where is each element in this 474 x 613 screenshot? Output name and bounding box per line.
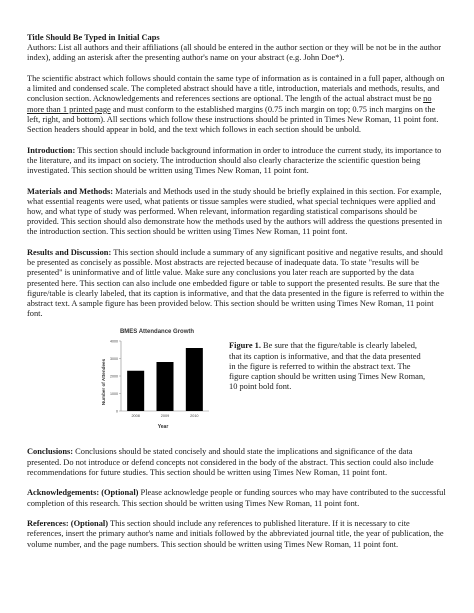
attendance-chart bbox=[91, 321, 215, 433]
chart-y-tick-label: 0 bbox=[116, 410, 118, 415]
figure-caption bbox=[229, 341, 429, 392]
authors-label: Authors: bbox=[27, 43, 57, 53]
acknowledgements-heading: Acknowledgements: (Optional) bbox=[27, 488, 139, 498]
acknowledgements-section bbox=[27, 488, 448, 508]
authors-paragraph bbox=[27, 43, 448, 63]
chart-x-tick-label: 2009 bbox=[160, 414, 170, 419]
chart-y-tick-label: 3000 bbox=[110, 357, 118, 362]
introduction-text: This section should include background information in order to introduce the current study, its importance to the literature, and its impact on society. The introduction should also clearly characterize the scientific question being investigated. This section should be written using Times New Roman, 11 point font. bbox=[27, 145, 442, 176]
chart-x-axis-label: Year bbox=[157, 424, 169, 431]
results-heading: Results and Discussion: bbox=[27, 248, 112, 258]
figure-caption-text: Be sure that the figure/table is clearly labeled, that its caption is informative, and that the data presented in the figure is referred to within the abstract text. The figure caption should be written using Times New Roman, 10 point bold font. bbox=[229, 341, 426, 392]
instructions-text-b: and must conform to the established margins (0.75 inch margin on top; 0.75 inch margins on the left, right, and bottom). All sections which follow these instructions should be printed in Times New Roman, 11 point font. Section headers should appear in bold, and the text which follows in each section should be unbold. bbox=[27, 104, 439, 135]
introduction-section bbox=[27, 146, 448, 177]
chart-x-tick-label: 2010 bbox=[190, 414, 199, 419]
introduction-heading: Introduction: bbox=[27, 145, 76, 155]
figure-1 bbox=[27, 321, 448, 433]
results-text: This section should include a summary of any significant positive and negative results, and should be presented as concisely as possible. Most abstracts are rejected because of inadequate data. To state "results will be presented" is uninformative and of little value. Make sure any conclusions you later reach are supported by the data presented here. This section can also include one embedded figure or table to support the presented results. Be sure that the figure/table is clearly labeled, that its caption is informative, and that the data presented in the figure is referred to within the abstract text. A sample figure has been provided below. This section should be written using Times New Roman, 11 point font. bbox=[27, 248, 444, 319]
page-limit-text: no more than 1 printed page bbox=[27, 94, 432, 114]
chart-x-tick-label: 2008 bbox=[131, 414, 140, 419]
abstract-title: Title Should Be Typed in Initial Caps bbox=[27, 33, 160, 42]
chart-y-tick-label: 4000 bbox=[110, 340, 118, 345]
references-section bbox=[27, 519, 448, 550]
chart-plot-area bbox=[110, 340, 209, 418]
chart-bar bbox=[156, 362, 173, 411]
methods-section bbox=[27, 187, 448, 238]
chart-y-axis-label: Number of Attendees bbox=[101, 359, 106, 406]
conclusions-heading: Conclusions: bbox=[27, 447, 74, 457]
methods-text: Materials and Methods used in the study should be briefly explained in this section. For example, what essential reagents were used, what patients or tissue samples were studied, what special techniques were applied and how, and what type of study was performed. When relevant, information regarding statistical comparisons should be provided. This section should also demonstrate how the methods used by the authors will address the questions presented in the introduction section. This section should be written using Times New Roman, 11 point font. bbox=[27, 186, 443, 237]
acknowledgements-text: Please acknowledge people or funding sources who may have contributed to the successful completion of this research. This section should be written using Times New Roman, 11 point font. bbox=[27, 488, 446, 508]
conclusions-text: Conclusions should be stated concisely and should state the implications and significance of the data presented. Do not introduce or defend concepts not considered in the body of the abstract. This section could also include recommendations for future studies. This section should be written using Times New Roman, 11 point font. bbox=[27, 447, 434, 477]
chart-y-tick-label: 2000 bbox=[110, 375, 118, 380]
figure-caption-label: Figure 1. bbox=[229, 341, 261, 351]
chart-y-tick-label: 1000 bbox=[110, 392, 118, 397]
instructions-text-a: The scientific abstract which follows should contain the same type of information as is contained in a full paper, although on a limited and condensed scale. The completed abstract should have a title, introduction, materials and methods, results, and conclusion section. Acknowledgements and references sections are optional. The length of the actual abstract must be bbox=[27, 74, 445, 104]
references-heading: References: (Optional) bbox=[27, 519, 109, 529]
chart-bar bbox=[186, 348, 203, 411]
results-section bbox=[27, 248, 448, 319]
instructions-paragraph bbox=[27, 74, 448, 135]
methods-heading: Materials and Methods: bbox=[27, 186, 114, 196]
conclusions-section bbox=[27, 447, 448, 478]
references-text: This section should include any references to published literature. If it is necessary to cite references, insert the primary author's name and initials followed by the abbreviated journal title, the year of publication, the volume number, and the page numbers. This section should be written using Times New Roman, 11 point font. bbox=[27, 519, 444, 549]
chart-bar bbox=[127, 371, 144, 411]
authors-text: List all authors and their affiliations (all should be entered in the author section or they will be not be in the author index), adding an asterisk after the presenting author's name on your abstract (e.g. John Doe*). bbox=[27, 43, 442, 63]
chart-title: BMES Attendance Growth bbox=[119, 329, 195, 336]
attendance-chart-svg bbox=[91, 321, 215, 433]
